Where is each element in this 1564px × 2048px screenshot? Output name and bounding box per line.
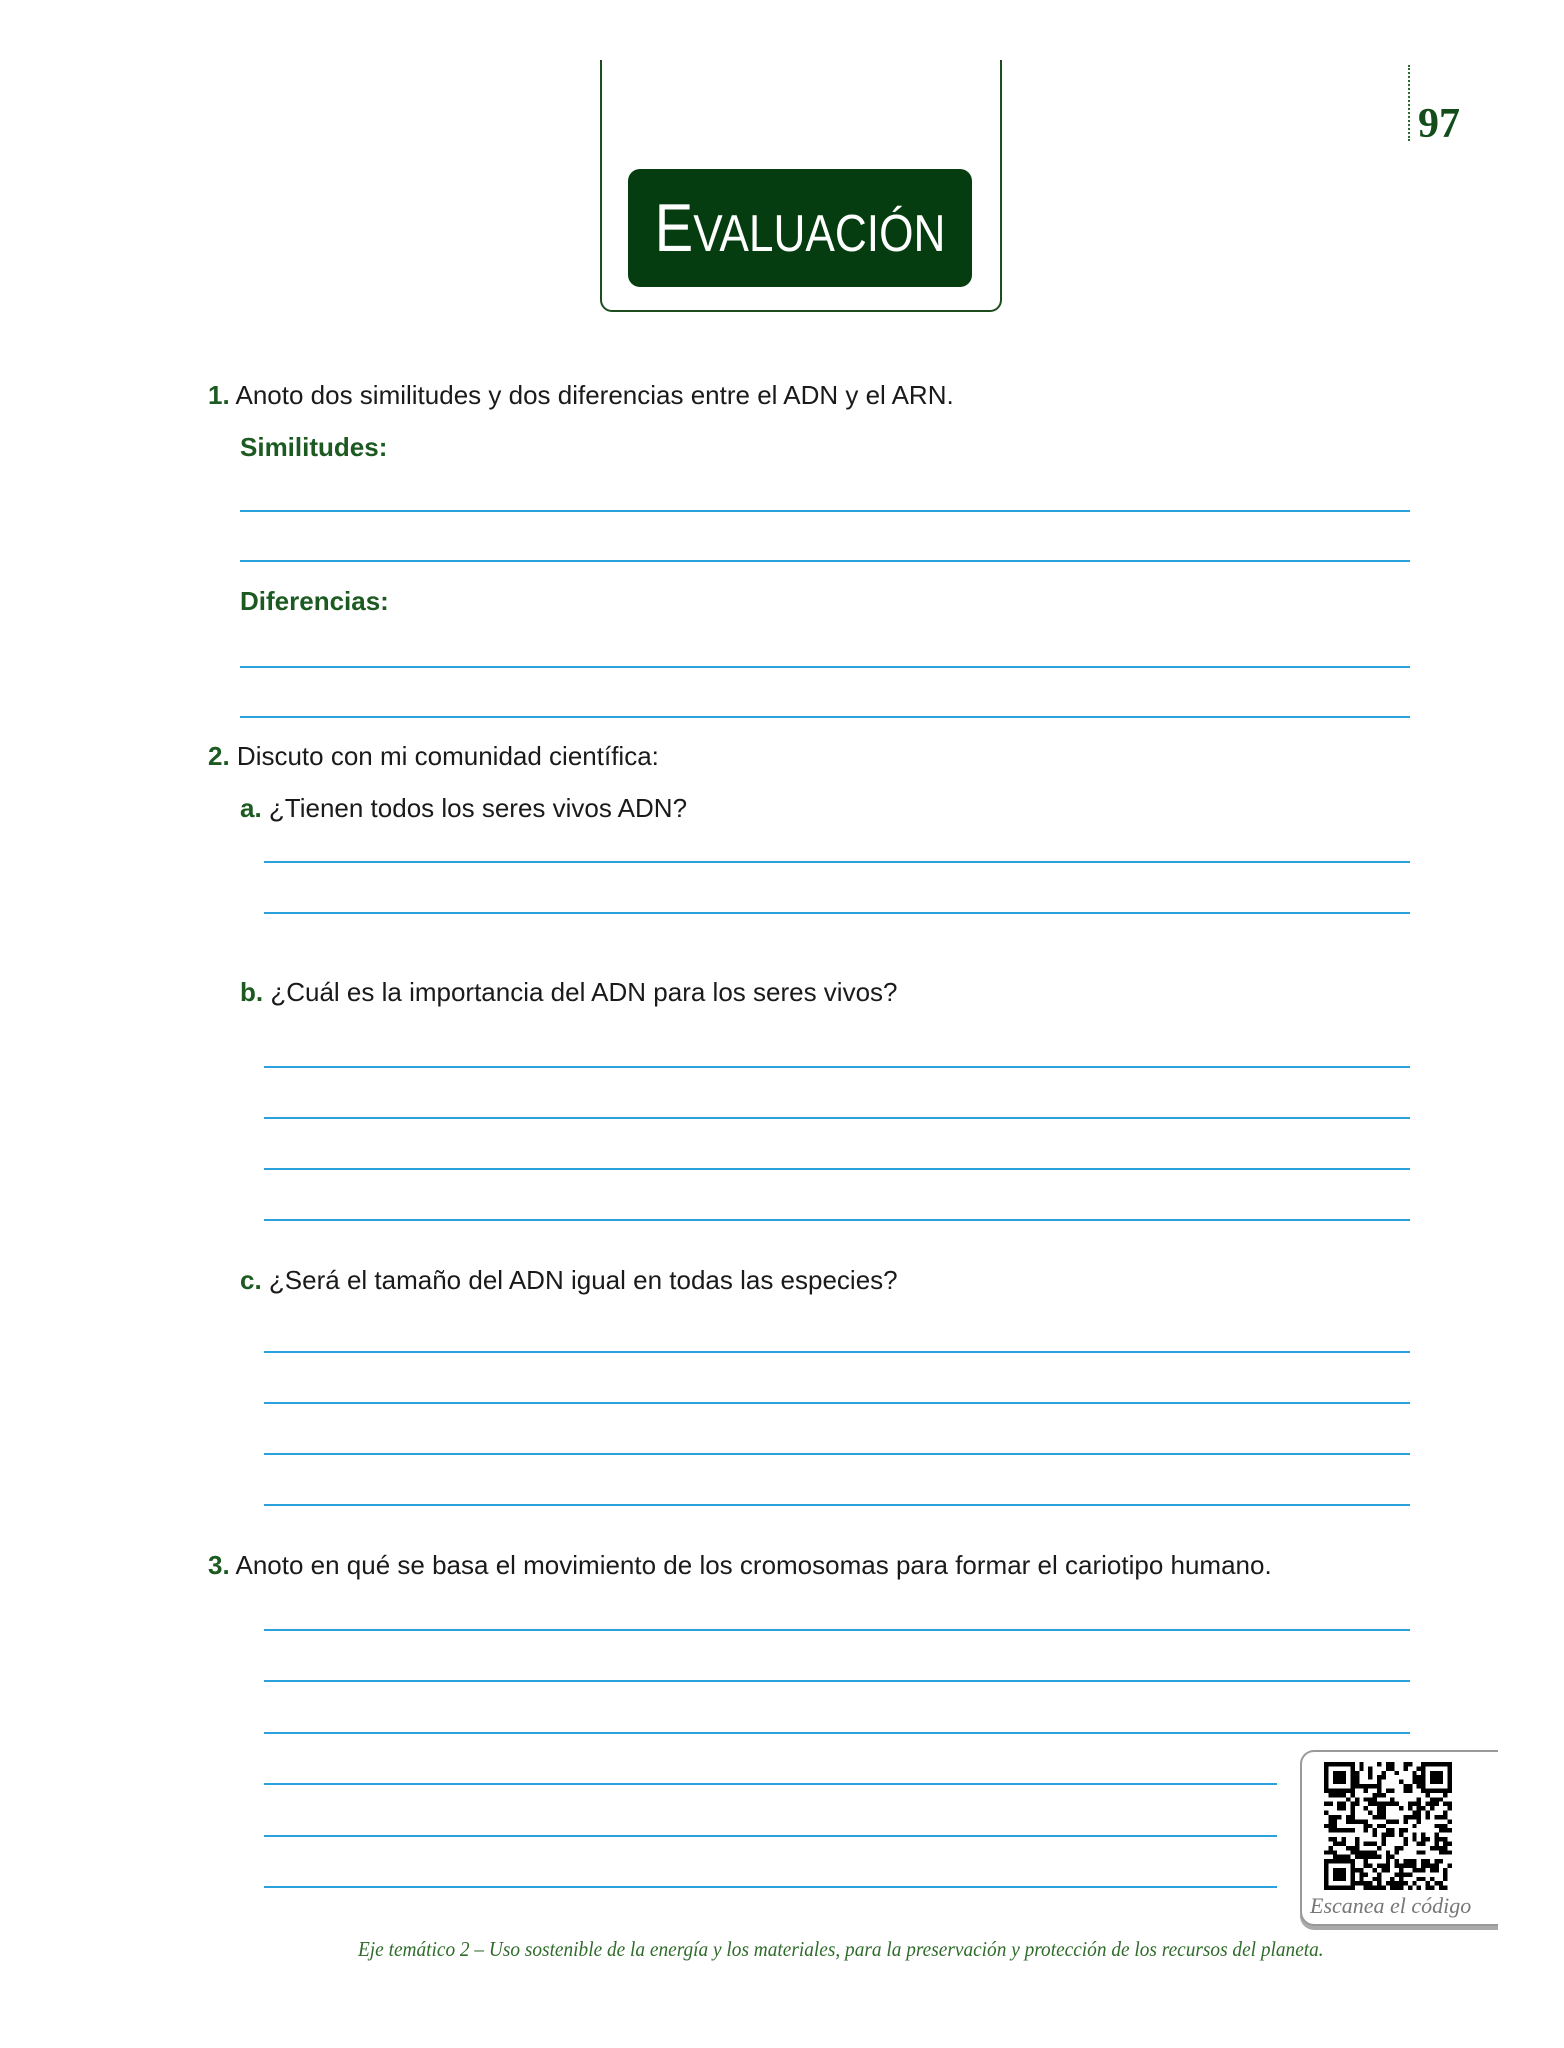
answer-line[interactable] [264, 1680, 1410, 1682]
answer-line[interactable] [264, 1453, 1410, 1455]
question-2 [208, 741, 659, 772]
answer-line[interactable] [264, 1066, 1410, 1068]
question-text: ¿Cuál es la importancia del ADN para los seres vivos? [270, 977, 898, 1007]
answer-line[interactable] [240, 716, 1410, 718]
question-1 [208, 380, 954, 411]
question-number: 2. [208, 741, 230, 771]
answer-line[interactable] [264, 1783, 1277, 1785]
answer-line[interactable] [264, 861, 1410, 863]
page-number: 97 [1418, 101, 1460, 147]
answer-line[interactable] [264, 1402, 1410, 1404]
diferencias-label: Diferencias: [240, 586, 389, 616]
answer-line[interactable] [264, 1168, 1410, 1170]
answer-line[interactable] [264, 1835, 1277, 1837]
question-text: Discuto con mi comunidad científica: [236, 741, 659, 771]
answer-line[interactable] [264, 1629, 1410, 1631]
answer-line[interactable] [240, 510, 1410, 512]
question-text: ¿Será el tamaño del ADN igual en todas las especies? [268, 1265, 898, 1295]
title-rest: VALUACIÓN [693, 205, 946, 263]
answer-line[interactable] [264, 912, 1410, 914]
answer-line[interactable] [264, 1351, 1410, 1353]
question-letter: a. [240, 793, 262, 823]
question-text: Anoto en qué se basa el movimiento de los cromosomas para formar el cariotipo humano. [235, 1550, 1272, 1580]
question-number: 1. [208, 380, 230, 410]
question-letter: b. [240, 977, 264, 1007]
answer-line[interactable] [240, 560, 1410, 562]
question-2b [240, 977, 898, 1008]
similitudes-label: Similitudes: [240, 432, 388, 462]
question-text: Anoto dos similitudes y dos diferencias entre el ADN y el ARN. [235, 380, 954, 410]
answer-line[interactable] [240, 666, 1410, 668]
answer-line[interactable] [264, 1117, 1410, 1119]
question-2a [240, 793, 687, 824]
qr-caption: Escanea el código [1310, 1893, 1472, 1918]
title-initial: E [654, 190, 694, 266]
page-title [655, 189, 946, 267]
page-number-divider [1408, 65, 1410, 141]
footer-theme-text: Eje temático 2 – Uso sostenible de la energía y los materiales, para la preservación y protección de los recursos del planeta. [358, 1937, 1324, 1961]
question-2c [240, 1265, 898, 1296]
answer-line[interactable] [264, 1504, 1410, 1506]
answer-line[interactable] [264, 1886, 1277, 1888]
answer-line[interactable] [264, 1732, 1410, 1734]
qr-code[interactable] [1324, 1762, 1452, 1890]
question-letter: c. [240, 1265, 262, 1295]
answer-line[interactable] [264, 1219, 1410, 1221]
question-number: 3. [208, 1550, 230, 1580]
question-3 [208, 1550, 1272, 1581]
question-text: ¿Tienen todos los seres vivos ADN? [268, 793, 688, 823]
evaluation-title-badge [628, 169, 972, 287]
